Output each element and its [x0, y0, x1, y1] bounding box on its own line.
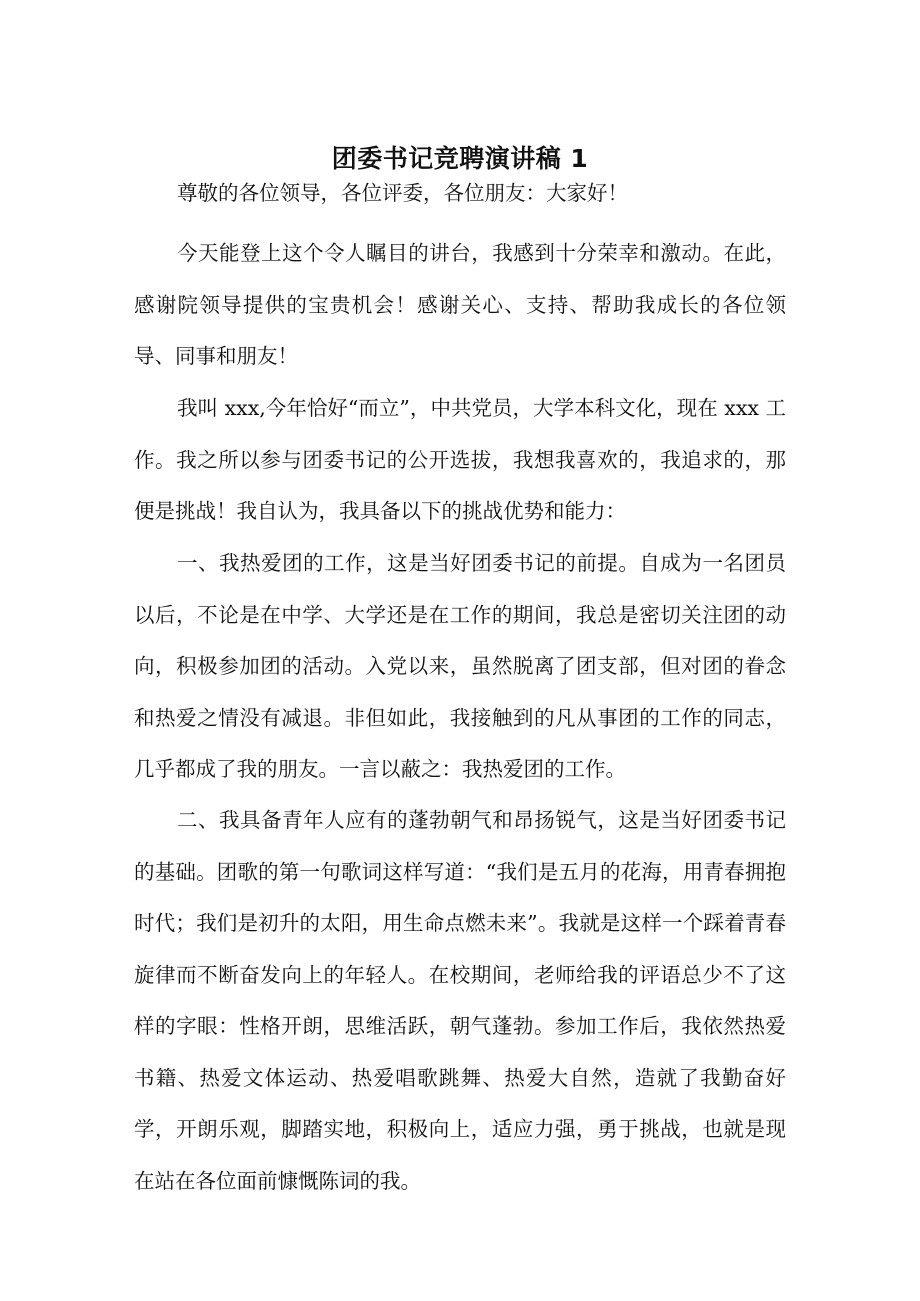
greeting-paragraph: 尊敬的各位领导，各位评委，各位朋友：大家好！ [177, 181, 628, 205]
point-two-paragraph: 二、我具备青年人应有的蓬勃朝气和昂扬锐气，这是当好团委书记的基础。团歌的第一句歌词这样写道：“我们是五月的花海，用青春拥抱时代；我们是初升的太阳，用生命点燃未来”。我就是这样一个踩着青春旋律而不断奋发向上的年轻人。在校期间，老师给我的评语总少不了这样的字眼：性格开朗，思维活跃，朝气蓬勃。参加工作后，我依然热爱书籍、热爱文体运动、热爱唱歌跳舞、热爱大自然，造就了我勤奋好学，开朗乐观，脚踏实地，积极向上，适应力强，勇于挑战，也就是现在站在各位面前慷慨陈词的我。 [134, 808, 786, 1193]
point-one-paragraph: 一、我热爱团的工作，这是当好团委书记的前提。自成为一名团员以后，不论是在中学、大学还是在工作的期间，我总是密切关注团的动向，积极参加团的活动。入党以来，虽然脱离了团支部，但对团的眷念和热爱之情没有减退。非但如此，我接触到的凡从事团的工作的同志，几乎都成了我的朋友。一言以蔽之：我热爱团的工作。 [134, 551, 786, 781]
opening-paragraph: 今天能登上这个令人瞩目的讲台，我感到十分荣幸和激动。在此，感谢院领导提供的宝贵机会！感谢关心、支持、帮助我成长的各位领导、同事和朋友！ [134, 241, 786, 368]
document-title: 团委书记竞聘演讲稿 1 [331, 143, 589, 173]
introduction-paragraph: 我叫 xxx,今年恰好“而立”，中共党员，大学本科文化，现在 xxx 工作。我之所以参与团委书记的公开选拔，我想我喜欢的，我追求的，那便是挑战！我自认为，我具备以下的挑战优势和能力： [134, 396, 786, 523]
